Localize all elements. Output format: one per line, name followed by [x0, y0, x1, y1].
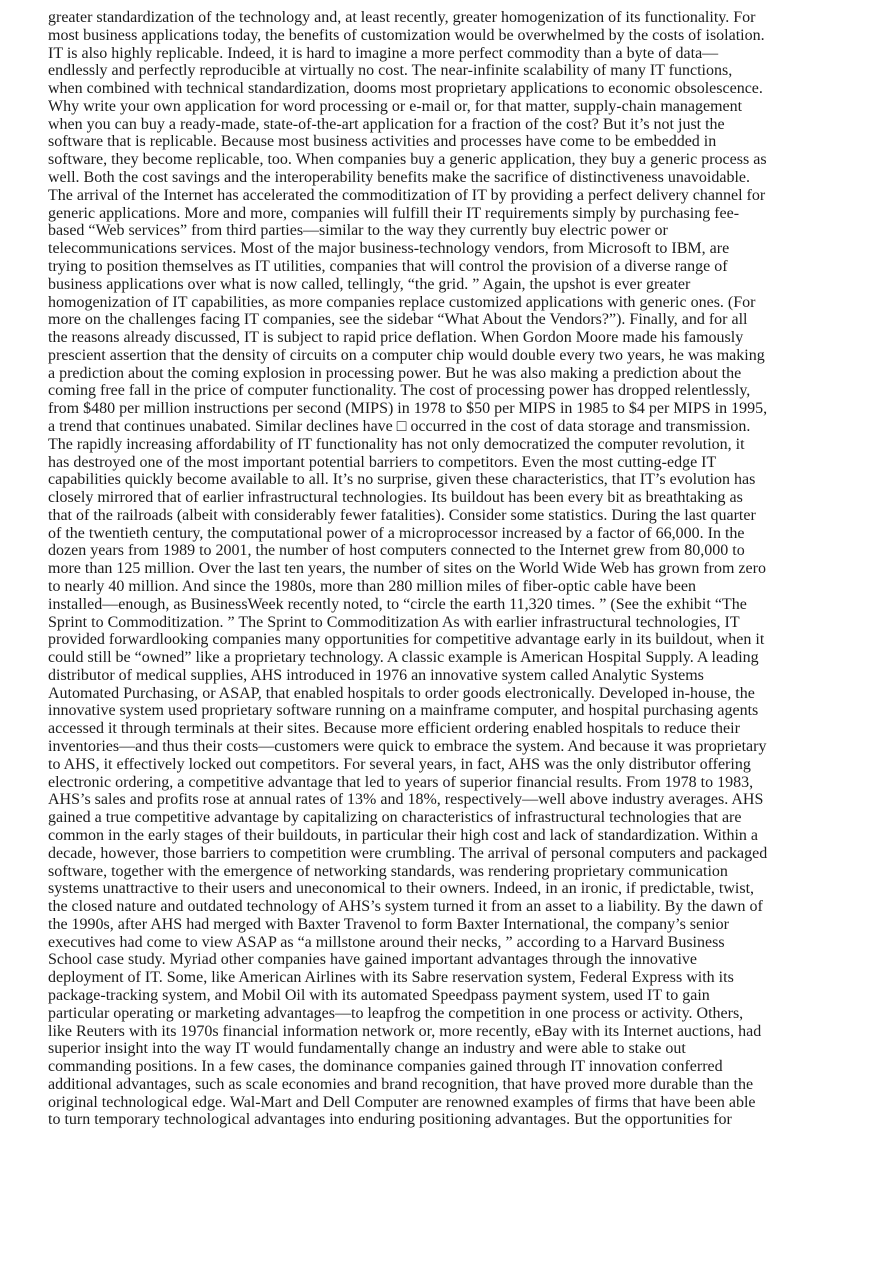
- text-line: to turn temporary technological advantages into enduring positioning advantages. But the opportunities for: [48, 1111, 732, 1129]
- text-line: distributor of medical supplies, AHS introduced in 1976 an innovative system called Analytic Systems: [48, 666, 704, 684]
- text-line: electronic ordering, a competitive advantage that led to years of superior financial results. From 1978 to 1983,: [48, 773, 754, 791]
- text-line: gained a true competitive advantage by capitalizing on characteristics of infrastructural technologies that are: [48, 809, 742, 827]
- text-line: has destroyed one of the most important potential barriers to competitors. Even the most cutting-edge IT: [48, 453, 717, 471]
- text-line: Why write your own application for word processing or e-mail or, for that matter, supply-chain management: [48, 97, 743, 115]
- text-line: a prediction about the coming explosion in processing power. But he was also making a prediction about the: [48, 364, 742, 382]
- text-line: accessed it through terminals at their sites. Because more efficient ordering enabled hospitals to reduce their: [48, 720, 740, 738]
- text-line: to AHS, it effectively locked out competitors. For several years, in fact, AHS was the only distributor offering: [48, 755, 751, 773]
- text-line: capabilities quickly become available to all. It’s no surprise, given these characteristics, that IT’s evolution has: [48, 471, 756, 489]
- text-line: The arrival of the Internet has accelerated the commoditization of IT by providing a perfect delivery channel for: [48, 186, 766, 204]
- text-line: dozen years from 1989 to 2001, the number of host computers connected to the Internet grew from 80,000 to: [48, 542, 745, 560]
- text-line: to nearly 40 million. And since the 1980s, more than 280 million miles of fiber-optic cable have been: [48, 578, 696, 595]
- text-line: executives had come to view ASAP as “a millstone around their necks, ” according to a Harvard Business: [48, 933, 725, 951]
- text-line: when combined with technical standardization, dooms most proprietary applications to economic obsolescence.: [48, 80, 763, 98]
- text-line: more than 125 million. Over the last ten years, the number of sites on the World Wide Web has grown from zero: [48, 560, 766, 578]
- text-line: common in the early stages of their buildouts, in particular their high cost and lack of standardization. Within a: [48, 826, 758, 844]
- text-line: deployment of IT. Some, like American Airlines with its Sabre reservation system, Federal Express with its: [48, 969, 734, 987]
- text-line: could still be “owned” like a proprietary technology. A classic example is American Hospital Supply. A leading: [48, 649, 759, 667]
- text-line: the reasons already discussed, IT is subject to rapid price deflation. When Gordon Moore made his famously: [48, 329, 744, 347]
- text-line: like Reuters with its 1970s financial information network or, more recently, eBay with its Internet auctions, had: [48, 1022, 762, 1040]
- text-line: inventories—and thus their costs—customers were quick to embrace the system. And because it was proprietary: [48, 738, 767, 756]
- text-line: the 1990s, after AHS had merged with Baxter Travenol to form Baxter International, the company’s senior: [48, 915, 729, 933]
- text-line: superior insight into the way IT would fundamentally change an industry and were able to stake out: [48, 1040, 686, 1058]
- text-line: AHS’s sales and profits rose at annual rates of 13% and 18%, respectively—well above industry averages. AHS: [48, 791, 764, 809]
- text-line: based “Web services” from third parties—similar to the way they currently buy electric power or: [48, 222, 668, 240]
- text-line: package-tracking system, and Mobil Oil with its automated Speedpass payment system, used IT to gain: [48, 986, 710, 1004]
- text-line: original technological edge. Wal-Mart and Dell Computer are renowned examples of firms that have been able: [48, 1093, 756, 1111]
- text-line: that of the railroads (albeit with considerably fewer fatalities). Consider some statistics. During the last quarter: [48, 506, 756, 524]
- text-line: homogenization of IT capabilities, as more companies replace customized applications with generic ones. (For: [48, 293, 756, 311]
- text-line: systems unattractive to their users and uneconomical to their owners. Indeed, in an ironic, if predictable, twist,: [48, 880, 755, 898]
- text-line: of the twentieth century, the computational power of a microprocessor increased by a factor of 66,000. In the: [48, 524, 745, 542]
- text-line: coming free fall in the price of computer functionality. The cost of processing power has dropped relentlessly,: [48, 382, 751, 400]
- text-line: installed—enough, as BusinessWeek recently noted, to “circle the earth 11,320 times. ” (See the exhibit “The: [48, 595, 747, 613]
- text-line: Sprint to Commoditization. ” The Sprint to Commoditization As with earlier infrastructural technologies, IT: [48, 613, 740, 631]
- text-line: additional advantages, such as scale economies and brand recognition, that have proved more durable than the: [48, 1075, 754, 1093]
- text-line: Automated Purchasing, or ASAP, that enabled hospitals to order goods electronically. Developed in-house, the: [48, 684, 755, 702]
- text-line: well. Both the cost savings and the interoperability benefits make the sacrifice of distinctiveness unavoidable.: [48, 169, 751, 187]
- text-line: provided forwardlooking companies many opportunities for competitive advantage early in its buildout, when it: [48, 631, 765, 649]
- text-line: the closed nature and outdated technology of AHS’s system turned it from an asset to a liability. By the dawn of: [48, 898, 763, 916]
- text-line: particular operating or marketing advantages—to leapfrog the competition in one process or activity. Others,: [48, 1004, 744, 1022]
- text-line: software that is replicable. Because most business activities and processes have come to be embedded in: [48, 133, 717, 151]
- text-line: trying to position themselves as IT utilities, companies that will control the provision of a diverse range of: [48, 257, 728, 275]
- text-line: decade, however, those barriers to competition were crumbling. The arrival of personal computers and packaged: [48, 844, 768, 862]
- text-line: The rapidly increasing affordability of IT functionality has not only democratized the computer revolution, it: [48, 435, 745, 453]
- text-line: a trend that continues unabated. Similar declines have □ occurred in the cost of data storage and transmission.: [48, 417, 751, 435]
- text-line: software, together with the emergence of networking standards, was rendering proprietary communication: [48, 862, 728, 880]
- text-line: IT is also highly replicable. Indeed, it is hard to imagine a more perfect commodity than a byte of data—: [48, 44, 719, 62]
- body-text: [48, 9, 858, 1129]
- text-line: telecommunications services. Most of the major business-technology vendors, from Microsoft to IBM, are: [48, 240, 730, 258]
- text-line: business applications over what is now called, tellingly, “the grid. ” Again, the upshot is ever greater: [48, 275, 691, 293]
- text-line: from $480 per million instructions per second (MIPS) in 1978 to $50 per MIPS in 1985 to $4 per MIPS in 1995,: [48, 400, 768, 418]
- text-line: commanding positions. In a few cases, the dominance companies gained through IT innovation conferred: [48, 1058, 723, 1076]
- text-line: closely mirrored that of earlier infrastructural technologies. Its buildout has been every bit as breathtaking as: [48, 489, 743, 507]
- text-line: software, they become replicable, too. When companies buy a generic application, they buy a generic process as: [48, 151, 767, 169]
- text-line: greater standardization of the technology and, at least recently, greater homogenization of its functionality. For: [48, 9, 756, 26]
- text-line: when you can buy a ready-made, state-of-the-art application for a fraction of the cost? But it’s not just the: [48, 115, 725, 133]
- text-line: most business applications today, the benefits of customization would be overwhelmed by the costs of isolation.: [48, 26, 765, 44]
- text-line: innovative system used proprietary software running on a mainframe computer, and hospital purchasing agents: [48, 702, 759, 720]
- text-line: generic applications. More and more, companies will fulfill their IT requirements simply by purchasing fee-: [48, 204, 740, 222]
- text-line: School case study. Myriad other companies have gained important advantages through the innovative: [48, 951, 698, 969]
- text-line: prescient assertion that the density of circuits on a computer chip would double every two years, he was making: [48, 346, 765, 364]
- text-line: more on the challenges facing IT companies, see the sidebar “What About the Vendors?”). Finally, and for all: [48, 311, 748, 329]
- text-line: endlessly and perfectly reproducible at virtually no cost. The near-infinite scalability of many IT functions,: [48, 62, 733, 80]
